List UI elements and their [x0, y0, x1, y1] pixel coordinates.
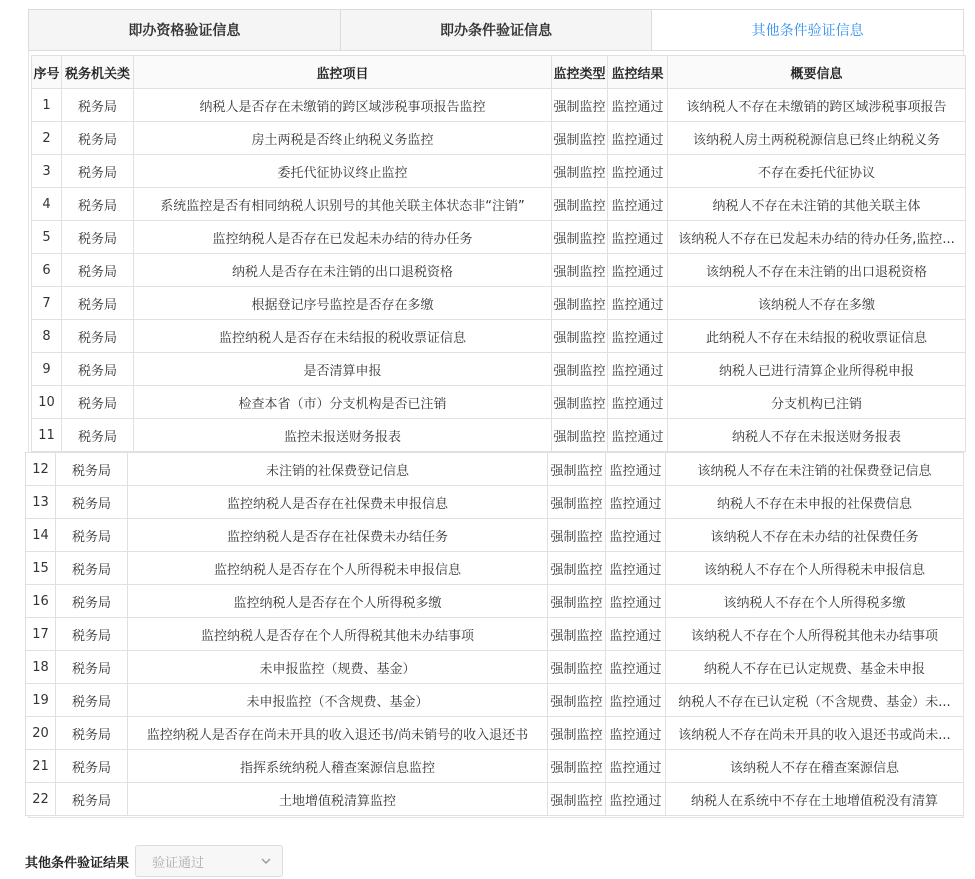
table-row — [26, 750, 964, 783]
cell-tax-office: 税务局 — [56, 651, 128, 684]
cell-monitor-type: 强制监控 — [548, 585, 606, 618]
cell-monitor-result: 监控通过 — [608, 89, 668, 122]
cell-monitor-result: 监控通过 — [606, 651, 666, 684]
cell-monitor-type: 强制监控 — [552, 188, 608, 221]
cell-monitor-item: 未注销的社保费登记信息 — [128, 453, 548, 486]
cell-monitor-type: 强制监控 — [548, 453, 606, 486]
result-footer — [25, 845, 283, 877]
cell-monitor-result: 监控通过 — [608, 155, 668, 188]
cell-tax-office: 税务局 — [56, 684, 128, 717]
cell-monitor-result: 监控通过 — [608, 386, 668, 419]
cell-monitor-type: 强制监控 — [548, 783, 606, 816]
cell-monitor-item: 监控纳税人是否存在个人所得税多缴 — [128, 585, 548, 618]
cell-monitor-item: 委托代征协议终止监控 — [134, 155, 552, 188]
cell-index: 13 — [26, 486, 56, 519]
cell-summary: 不存在委托代征协议 — [668, 155, 966, 188]
cell-monitor-result: 监控通过 — [608, 122, 668, 155]
cell-monitor-item: 未申报监控（规费、基金） — [128, 651, 548, 684]
cell-summary: 该纳税人不存在未办结的社保费任务 — [666, 519, 964, 552]
cell-index: 19 — [26, 684, 56, 717]
table-row — [26, 519, 964, 552]
cell-index: 5 — [32, 221, 62, 254]
cell-monitor-result: 监控通过 — [606, 618, 666, 651]
cell-summary: 该纳税人不存在稽查案源信息 — [666, 750, 964, 783]
cell-tax-office: 税务局 — [62, 254, 134, 287]
cell-monitor-result: 监控通过 — [606, 585, 666, 618]
table-row — [26, 684, 964, 717]
cell-index: 11 — [32, 419, 62, 452]
header-monitor-item: 监控项目 — [134, 56, 552, 89]
table-row — [26, 585, 964, 618]
cell-summary: 分支机构已注销 — [668, 386, 966, 419]
cell-tax-office: 税务局 — [62, 287, 134, 320]
table-row — [32, 386, 966, 419]
result-label: 其他条件验证结果 — [25, 855, 130, 871]
header-index: 序号 — [32, 56, 62, 89]
cell-index: 10 — [32, 386, 62, 419]
cell-index: 15 — [26, 552, 56, 585]
cell-tax-office: 税务局 — [62, 221, 134, 254]
cell-monitor-result: 监控通过 — [608, 353, 668, 386]
cell-tax-office: 税务局 — [56, 618, 128, 651]
cell-summary: 该纳税人不存在未注销的社保费登记信息 — [666, 453, 964, 486]
cell-monitor-item: 纳税人是否存在未注销的出口退税资格 — [134, 254, 552, 287]
table-row — [32, 254, 966, 287]
chevron-down-icon — [260, 855, 272, 867]
cell-monitor-item: 监控纳税人是否存在未结报的税收票证信息 — [134, 320, 552, 353]
monitor-table-top — [31, 55, 966, 452]
cell-summary: 该纳税人不存在未注销的出口退税资格 — [668, 254, 966, 287]
table-row — [32, 353, 966, 386]
cell-summary: 纳税人不存在已认定规费、基金未申报 — [666, 651, 964, 684]
cell-summary: 该纳税人不存在尚未开具的收入退还书或尚未... — [666, 717, 964, 750]
cell-tax-office: 税务局 — [62, 188, 134, 221]
cell-tax-office: 税务局 — [62, 353, 134, 386]
cell-monitor-item: 指挥系统纳税人稽查案源信息监控 — [128, 750, 548, 783]
cell-monitor-type: 强制监控 — [552, 287, 608, 320]
tab-bar — [28, 9, 964, 51]
header-monitor-type: 监控类型 — [552, 56, 608, 89]
result-select-value: 验证通过 — [152, 855, 205, 871]
table-body-bottom — [26, 453, 964, 816]
cell-monitor-item: 纳税人是否存在未缴销的跨区域涉税事项报告监控 — [134, 89, 552, 122]
cell-monitor-type: 强制监控 — [552, 254, 608, 287]
cell-monitor-item: 根据登记序号监控是否存在多缴 — [134, 287, 552, 320]
cell-index: 20 — [26, 717, 56, 750]
cell-monitor-result: 监控通过 — [608, 221, 668, 254]
cell-summary: 该纳税人不存在多缴 — [668, 287, 966, 320]
cell-monitor-item: 监控纳税人是否存在已发起未办结的待办任务 — [134, 221, 552, 254]
cell-index: 1 — [32, 89, 62, 122]
cell-monitor-item: 监控纳税人是否存在社保费未办结任务 — [128, 519, 548, 552]
cell-monitor-result: 监控通过 — [606, 453, 666, 486]
cell-index: 22 — [26, 783, 56, 816]
cell-monitor-type: 强制监控 — [552, 221, 608, 254]
header-tax-office: 税务机关类 — [62, 56, 134, 89]
cell-summary: 此纳税人不存在未结报的税收票证信息 — [668, 320, 966, 353]
cell-summary: 纳税人不存在未注销的其他关联主体 — [668, 188, 966, 221]
table-header-row — [32, 56, 966, 89]
cell-monitor-result: 监控通过 — [606, 552, 666, 585]
cell-index: 17 — [26, 618, 56, 651]
table-row — [26, 783, 964, 816]
cell-monitor-result: 监控通过 — [606, 783, 666, 816]
cell-summary: 该纳税人不存在个人所得税未申报信息 — [666, 552, 964, 585]
cell-tax-office: 税务局 — [56, 717, 128, 750]
cell-monitor-item: 系统监控是否有相同纳税人识别号的其他关联主体状态非“注销” — [134, 188, 552, 221]
cell-monitor-type: 强制监控 — [552, 122, 608, 155]
table-row — [32, 287, 966, 320]
cell-tax-office: 税务局 — [56, 585, 128, 618]
cell-monitor-item: 是否清算申报 — [134, 353, 552, 386]
cell-tax-office: 税务局 — [56, 552, 128, 585]
cell-monitor-result: 监控通过 — [606, 684, 666, 717]
cell-tax-office: 税务局 — [56, 519, 128, 552]
cell-index: 12 — [26, 453, 56, 486]
cell-index: 4 — [32, 188, 62, 221]
cell-tax-office: 税务局 — [62, 386, 134, 419]
cell-monitor-item: 土地增值税清算监控 — [128, 783, 548, 816]
cell-tax-office: 税务局 — [56, 486, 128, 519]
cell-monitor-type: 强制监控 — [552, 89, 608, 122]
header-summary: 概要信息 — [668, 56, 966, 89]
cell-tax-office: 税务局 — [62, 155, 134, 188]
cell-monitor-type: 强制监控 — [552, 386, 608, 419]
cell-index: 3 — [32, 155, 62, 188]
table-row — [32, 419, 966, 452]
cell-monitor-type: 强制监控 — [548, 618, 606, 651]
cell-index: 21 — [26, 750, 56, 783]
cell-monitor-type: 强制监控 — [548, 552, 606, 585]
cell-monitor-item: 监控纳税人是否存在个人所得税其他未办结事项 — [128, 618, 548, 651]
header-monitor-result: 监控结果 — [608, 56, 668, 89]
cell-index: 2 — [32, 122, 62, 155]
cell-tax-office: 税务局 — [56, 783, 128, 816]
cell-summary: 该纳税人不存在个人所得税多缴 — [666, 585, 964, 618]
cell-monitor-result: 监控通过 — [606, 750, 666, 783]
cell-monitor-type: 强制监控 — [548, 651, 606, 684]
monitor-table-bottom — [25, 452, 964, 816]
cell-monitor-item: 监控未报送财务报表 — [134, 419, 552, 452]
tab-instant-qualification[interactable]: 即办资格验证信息 — [29, 10, 341, 50]
cell-tax-office: 税务局 — [62, 122, 134, 155]
table-row — [26, 552, 964, 585]
table-row — [26, 717, 964, 750]
result-select[interactable] — [135, 845, 283, 877]
cell-index: 18 — [26, 651, 56, 684]
cell-summary: 该纳税人不存在个人所得税其他未办结事项 — [666, 618, 964, 651]
cell-monitor-item: 未申报监控（不含规费、基金） — [128, 684, 548, 717]
cell-monitor-result: 监控通过 — [608, 320, 668, 353]
cell-monitor-type: 强制监控 — [548, 519, 606, 552]
table-row — [26, 618, 964, 651]
cell-summary: 该纳税人不存在已发起未办结的待办任务,监控... — [668, 221, 966, 254]
table-body-top — [32, 89, 966, 452]
cell-tax-office: 税务局 — [62, 419, 134, 452]
cell-monitor-type: 强制监控 — [552, 320, 608, 353]
cell-monitor-item: 检查本省（市）分支机构是否已注销 — [134, 386, 552, 419]
cell-index: 8 — [32, 320, 62, 353]
table-row — [26, 651, 964, 684]
table-row — [32, 155, 966, 188]
cell-monitor-item: 房土两税是否终止纳税义务监控 — [134, 122, 552, 155]
cell-tax-office: 税务局 — [62, 89, 134, 122]
cell-monitor-result: 监控通过 — [606, 519, 666, 552]
cell-tax-office: 税务局 — [62, 320, 134, 353]
cell-monitor-item: 监控纳税人是否存在个人所得税未申报信息 — [128, 552, 548, 585]
table-row — [26, 453, 964, 486]
cell-monitor-type: 强制监控 — [552, 155, 608, 188]
cell-summary: 该纳税人不存在未缴销的跨区域涉税事项报告 — [668, 89, 966, 122]
table-row — [32, 188, 966, 221]
cell-tax-office: 税务局 — [56, 750, 128, 783]
cell-summary: 纳税人在系统中不存在土地增值税没有清算 — [666, 783, 964, 816]
cell-monitor-type: 强制监控 — [552, 353, 608, 386]
cell-monitor-result: 监控通过 — [608, 287, 668, 320]
cell-monitor-item: 监控纳税人是否存在社保费未申报信息 — [128, 486, 548, 519]
cell-monitor-type: 强制监控 — [552, 419, 608, 452]
cell-monitor-result: 监控通过 — [606, 717, 666, 750]
cell-monitor-type: 强制监控 — [548, 486, 606, 519]
cell-summary: 纳税人已进行清算企业所得税申报 — [668, 353, 966, 386]
cell-monitor-result: 监控通过 — [606, 486, 666, 519]
cell-monitor-type: 强制监控 — [548, 684, 606, 717]
cell-summary: 该纳税人房土两税税源信息已终止纳税义务 — [668, 122, 966, 155]
cell-monitor-type: 强制监控 — [548, 717, 606, 750]
table-row — [32, 89, 966, 122]
cell-summary: 纳税人不存在未申报的社保费信息 — [666, 486, 964, 519]
cell-index: 14 — [26, 519, 56, 552]
cell-index: 16 — [26, 585, 56, 618]
table-row — [32, 320, 966, 353]
cell-monitor-type: 强制监控 — [548, 750, 606, 783]
tab-other-condition[interactable]: 其他条件验证信息 — [652, 10, 963, 50]
cell-monitor-result: 监控通过 — [608, 419, 668, 452]
table-row — [32, 221, 966, 254]
cell-summary: 纳税人不存在已认定税（不含规费、基金）未... — [666, 684, 964, 717]
cell-monitor-result: 监控通过 — [608, 254, 668, 287]
table-row — [32, 122, 966, 155]
cell-index: 6 — [32, 254, 62, 287]
cell-index: 9 — [32, 353, 62, 386]
tab-instant-condition[interactable]: 即办条件验证信息 — [341, 10, 653, 50]
cell-monitor-item: 监控纳税人是否存在尚未开具的收入退还书/尚未销号的收入退还书 — [128, 717, 548, 750]
cell-index: 7 — [32, 287, 62, 320]
cell-monitor-result: 监控通过 — [608, 188, 668, 221]
cell-summary: 纳税人不存在未报送财务报表 — [668, 419, 966, 452]
table-row — [26, 486, 964, 519]
cell-tax-office: 税务局 — [56, 453, 128, 486]
